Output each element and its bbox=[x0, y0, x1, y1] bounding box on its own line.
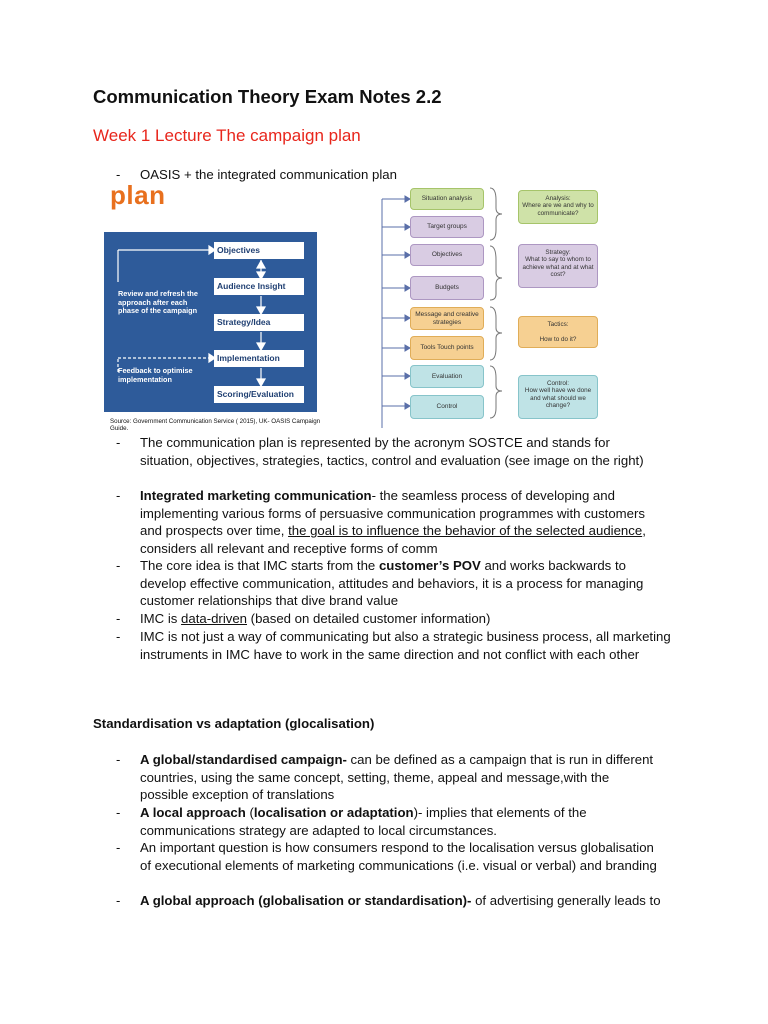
bullet-dash: - bbox=[116, 893, 121, 908]
step-strategy-idea: Strategy/Idea bbox=[214, 314, 304, 331]
bullet-local-approach bbox=[140, 804, 660, 839]
underlined-phrase: data-driven bbox=[181, 611, 248, 626]
text-run: The core idea is that IMC starts from the bbox=[140, 558, 379, 573]
callout-strategy-text: What to say to whom to achieve what and at what cost? bbox=[522, 256, 594, 279]
bullet-global-approach bbox=[140, 892, 665, 910]
bold-term: A local approach bbox=[140, 805, 246, 820]
bullet-important-question: An important question is how consumers respond to the localisation versus globalisation of executional elements of marketing communications (i.e. visual or verbal) and branding bbox=[140, 840, 657, 873]
node-control: Control bbox=[410, 395, 484, 419]
text-run: ( bbox=[245, 805, 254, 820]
node-message-creative: Message and creative strategies bbox=[410, 307, 484, 330]
bold-term: localisation or adaptation bbox=[253, 805, 414, 820]
text-run: of advertising generally leads to bbox=[471, 893, 661, 908]
bullet-dash: - bbox=[116, 805, 121, 820]
callout-control bbox=[518, 375, 598, 419]
callout-tactics bbox=[518, 316, 598, 348]
underlined-phrase: the goal is to influence the behavior of the selected audience bbox=[288, 523, 643, 538]
text-run: and works backwards to develop effective communication, attitudes and behaviors, it is a process for managing customer relationships that dive brand value bbox=[140, 558, 644, 608]
text-run: - the seamless process of developing and implementing various forms of persuasive communication programmes with customers and prospects over time, bbox=[140, 488, 645, 538]
bold-term: A global/standardised campaign- bbox=[140, 752, 347, 767]
bullet-core-idea bbox=[140, 557, 670, 610]
callout-control-text: How well have we done and what should we change? bbox=[524, 387, 592, 410]
node-tools-touchpoints: Tools Touch points bbox=[410, 336, 484, 360]
bullet-dash: - bbox=[116, 629, 121, 644]
figure-source: Source: Government Communication Service ( 2015), UK- OASIS Campaign Guide. bbox=[110, 418, 321, 432]
node-objectives: Objectives bbox=[410, 244, 484, 266]
callout-tactics-text: How to do it? bbox=[539, 336, 577, 344]
step-audience-insight: Audience Insight bbox=[214, 278, 304, 295]
bullet-dash: - bbox=[116, 167, 121, 182]
text-run: (based on detailed customer information) bbox=[247, 611, 491, 626]
week-heading: Week 1 Lecture The campaign plan bbox=[93, 126, 361, 145]
oasis-diagram-panel bbox=[104, 232, 317, 412]
oasis-plan-figure bbox=[104, 180, 340, 430]
step-objectives: Objectives bbox=[214, 242, 304, 259]
text-run: IMC is bbox=[140, 611, 182, 626]
step-implementation: Implementation bbox=[214, 350, 304, 367]
callout-analysis bbox=[518, 190, 598, 224]
callout-strategy-title: Strategy: bbox=[545, 249, 571, 256]
bullet-dash: - bbox=[116, 840, 121, 855]
bullet-dash: - bbox=[116, 488, 121, 503]
callout-control-title: Control: bbox=[546, 380, 570, 387]
feedback-text: Feedback to optimise implementation bbox=[118, 366, 193, 384]
node-budgets: Budgets bbox=[410, 276, 484, 300]
bullet-imc-definition bbox=[140, 487, 670, 557]
intro-bullet-text: OASIS + the integrated communication plan bbox=[140, 167, 397, 182]
text-run: can be defined as a campaign that is run in different countries, using the same concept, setting, theme, appeal and message,with the possible exception of translations bbox=[140, 752, 654, 802]
review-refresh-text: Review and refresh the approach after each phase of the campaign bbox=[118, 289, 198, 315]
text-run: , considers all relevant and receptive forms of comm bbox=[140, 523, 646, 556]
bold-term: customer’s POV bbox=[378, 558, 481, 573]
bullet-dash: - bbox=[116, 435, 121, 450]
node-situation-analysis: Situation analysis bbox=[410, 188, 484, 210]
step-scoring-evaluation: Scoring/Evaluation bbox=[214, 386, 304, 403]
node-evaluation: Evaluation bbox=[410, 365, 484, 388]
text-run: )- implies that elements of the communications strategy are adapted to local circumstances. bbox=[140, 805, 587, 838]
callout-tactics-title: Tactics: bbox=[547, 321, 569, 328]
callout-analysis-text: Where are we and why to communicate? bbox=[522, 202, 594, 217]
bullet-dash: - bbox=[116, 558, 121, 573]
plan-word: plan bbox=[110, 180, 166, 210]
callout-strategy bbox=[518, 244, 598, 288]
bullet-dash: - bbox=[116, 611, 121, 626]
bullet-sostce: The communication plan is represented by the acronym SOSTCE and stands for situation, objectives, strategies, tactics, control and evaluation (see image on the right) bbox=[140, 435, 644, 468]
callout-analysis-title: Analysis: bbox=[545, 195, 571, 202]
section-heading: Standardisation vs adaptation (glocalisation) bbox=[93, 716, 375, 731]
bullet-data-driven bbox=[140, 610, 680, 628]
document-title: Communication Theory Exam Notes 2.2 bbox=[93, 86, 442, 107]
integrated-plan-figure bbox=[350, 180, 610, 430]
bullet-strategic-process: IMC is not just a way of communicating but also a strategic business process, all marketing instruments in IMC have to work in the same direction and not conflict with each other bbox=[140, 629, 671, 662]
bold-term: A global approach (globalisation or standardisation)- bbox=[140, 893, 472, 908]
bullet-global-campaign bbox=[140, 751, 660, 804]
node-target-groups: Target groups bbox=[410, 216, 484, 238]
bullet-dash: - bbox=[116, 752, 121, 767]
bold-term: Integrated marketing communication bbox=[140, 488, 372, 503]
